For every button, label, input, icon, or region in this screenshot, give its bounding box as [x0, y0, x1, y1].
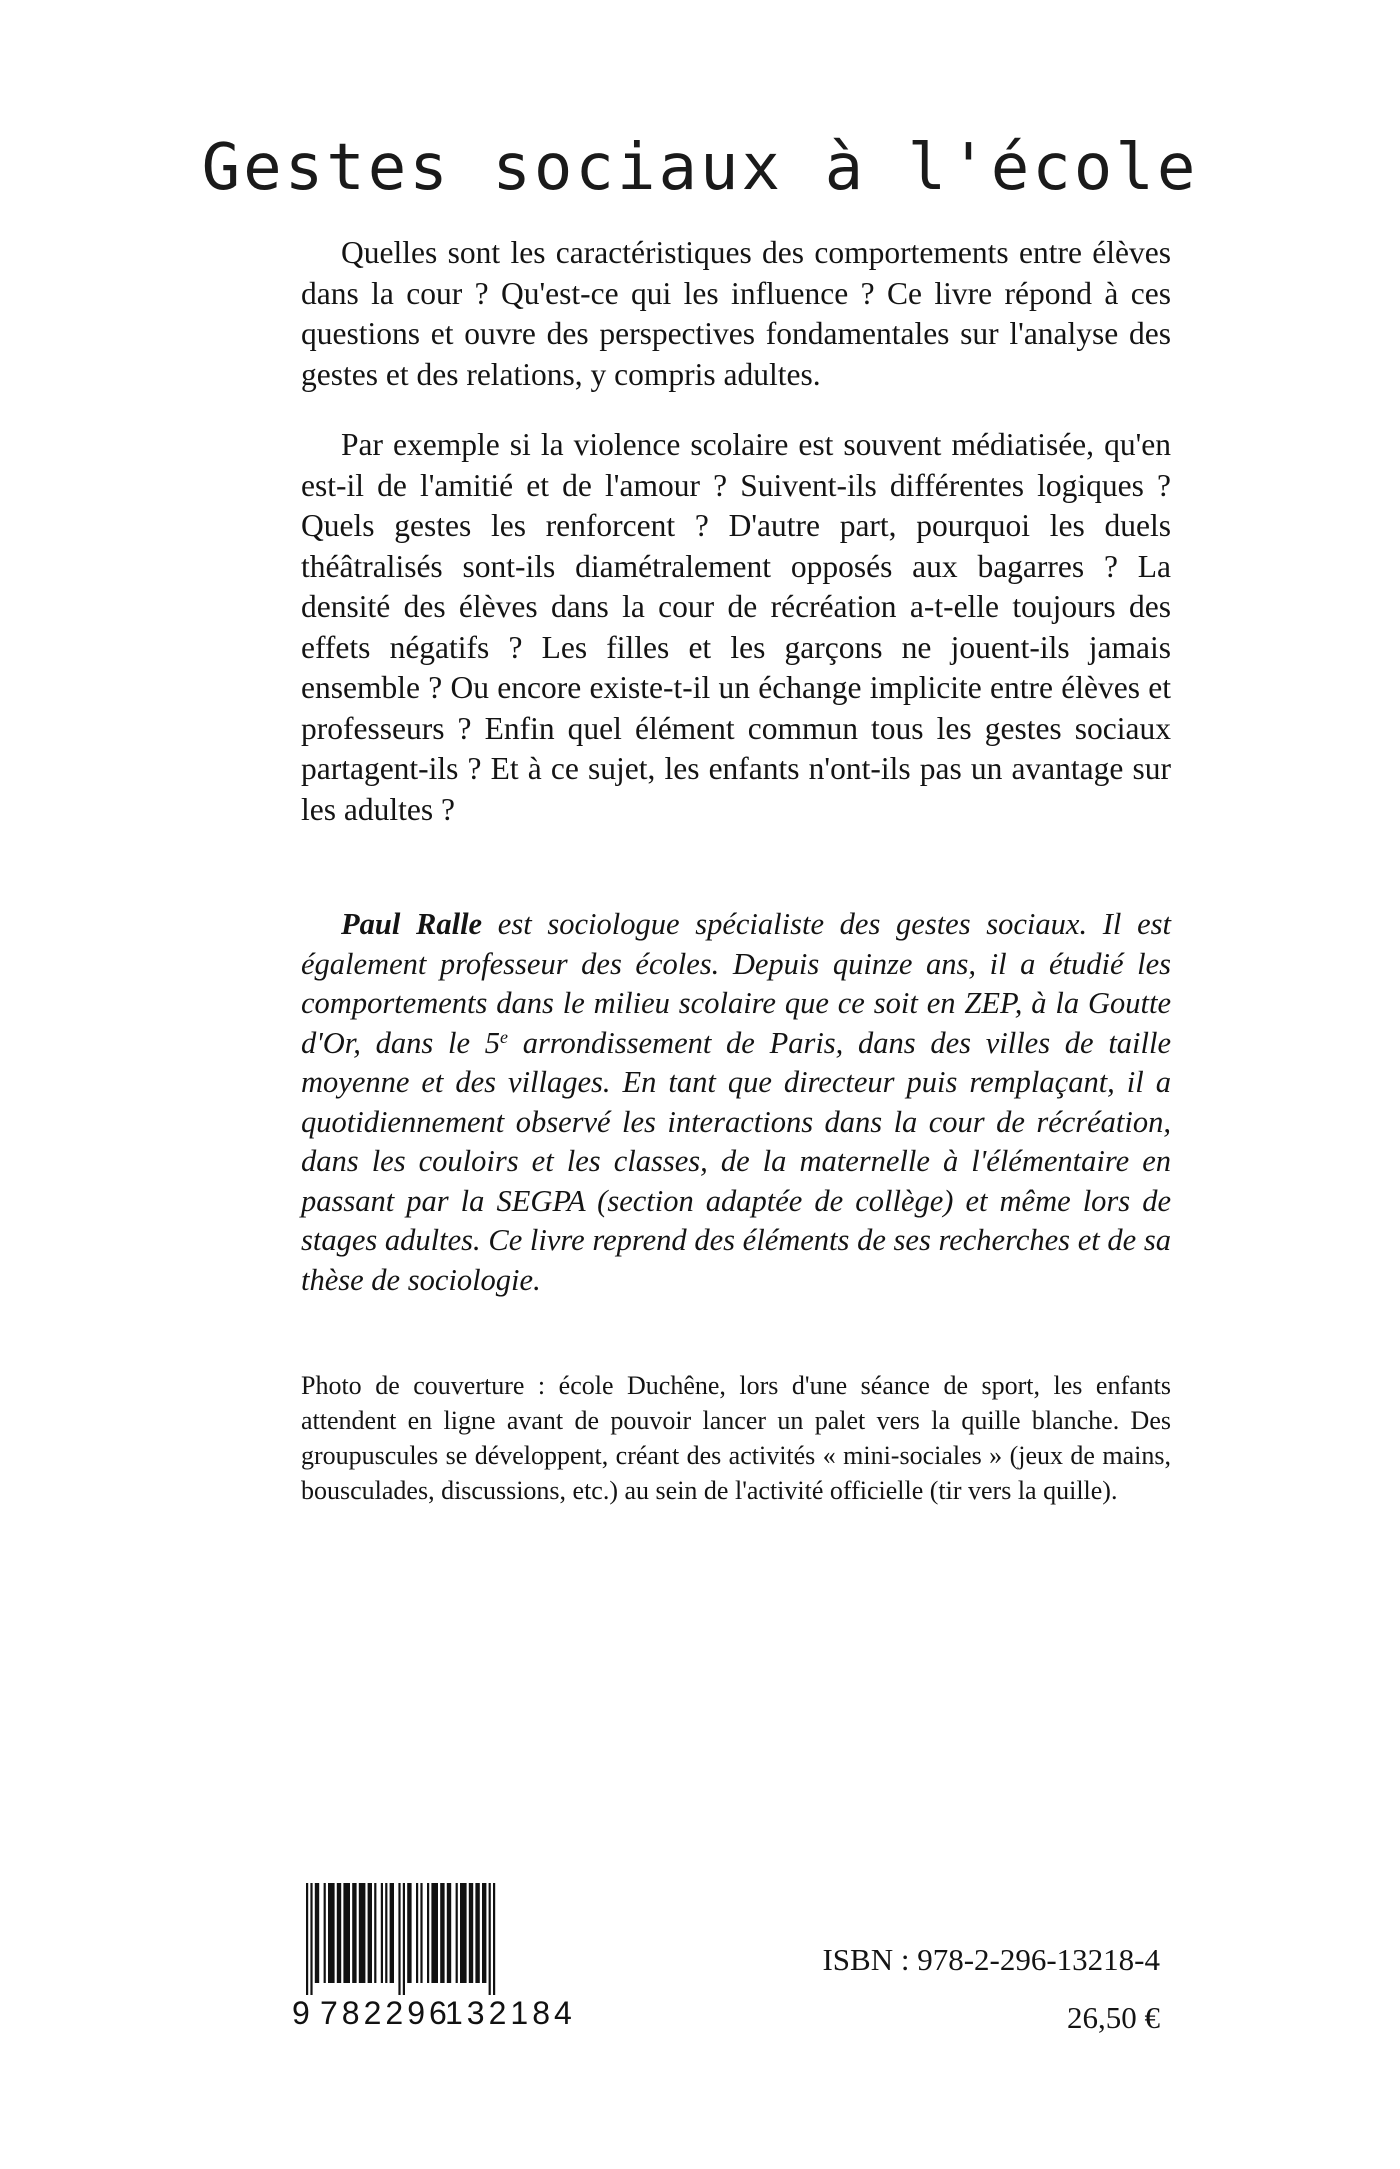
- barcode-group-1: 782296: [320, 1995, 451, 2031]
- barcode-bar: [456, 1883, 458, 1983]
- author-bio: [301, 905, 1171, 1300]
- barcode-bar: [403, 1883, 405, 1995]
- barcode-bar: [440, 1883, 444, 1983]
- barcode-bar: [310, 1883, 312, 1995]
- barcode-bar: [306, 1883, 308, 1995]
- book-title: Gestes sociaux à l'école: [201, 130, 1199, 205]
- barcode-bar: [416, 1883, 418, 1983]
- author-bio-text-2: arrondissement de Paris, dans des villes de taille moyenne et des villages. En tant que directeur puis remplaçant, il a quotidiennement observé les interactions dans la cour de récréation, dans les couloirs et les classes, de la maternelle à l'élémentaire en passant par la SEGPA (section adaptée de collège) et même lors de stages adultes. Ce livre reprend des éléments de ses recherches et de sa thèse de sociologie.: [301, 1025, 1172, 1297]
- barcode-bar: [381, 1883, 383, 1983]
- price: 26,50 €: [1067, 2000, 1160, 2035]
- barcode-bar: [407, 1883, 411, 1983]
- barcode-bar: [475, 1883, 479, 1983]
- barcode-bar: [482, 1883, 486, 1983]
- barcode-bar: [337, 1883, 341, 1983]
- barcode-bar: [431, 1883, 438, 1983]
- author-bio-text-1: est sociologue spécialiste des gestes sociaux. Il est également professeur des écoles. Depuis quinze ans, il a étudié les comportements dans le milieu scolaire que ce soit en ZEP, à la Goutte d'Or, dans le 5: [301, 907, 1171, 1060]
- barcode-bar: [368, 1883, 372, 1983]
- barcode-bar: [352, 1883, 356, 1983]
- barcode-bar: [489, 1883, 491, 1995]
- barcode-bar: [343, 1883, 350, 1983]
- barcode-bar: [328, 1883, 335, 1983]
- author-name: Paul Ralle: [341, 907, 483, 941]
- barcode-bar: [493, 1883, 495, 1995]
- author-bio-superscript: e: [499, 1026, 508, 1047]
- barcode-group-2: 132184: [445, 1995, 576, 2031]
- barcode-first-digit: 9: [292, 1995, 310, 2031]
- questions-paragraph: Par exemple si la violence scolaire est souvent médiatisée, qu'en est-il de l'amitié et de l'amour ? Suivent-ils différentes logiques ? Quels gestes les renforcent ? D'autre part, pourquoi les duels théâtralisés sont-ils diamétralement opposés aux bagarres ? La densité des élèves dans la cour de récréation a-t-elle toujours des effets négatifs ? Les filles et les garçons ne jouent-ils jamais ensemble ? Ou encore existe-t-il un échange implicite entre élèves et professeurs ? Enfin quel élément commun tous les gestes sociaux partagent-ils ? Et à ce sujet, les enfants n'ont-ils pas un avantage sur les adultes ?: [301, 427, 1171, 827]
- barcode-bars: [298, 1883, 568, 1995]
- barcode-bar: [324, 1883, 326, 1983]
- barcode-bar: [374, 1883, 376, 1983]
- barcode-bar: [315, 1883, 319, 1983]
- barcode-bar: [460, 1883, 467, 1983]
- barcode-bar: [390, 1883, 394, 1983]
- barcode-bar: [420, 1883, 422, 1983]
- barcode-bar: [447, 1883, 451, 1983]
- isbn: ISBN : 978-2-296-13218-4: [822, 1942, 1160, 1977]
- barcode: [298, 1883, 568, 1995]
- barcode-bar: [427, 1883, 429, 1983]
- barcode-bar: [469, 1883, 473, 1983]
- intro-paragraph: Quelles sont les caractéristiques des comportements entre élèves dans la cour ? Qu'est-ce qui les influence ? Ce livre répond à ces questions et ouvre des perspectives fondamentales sur l'analyse des gestes et des relations, y compris adultes.: [301, 235, 1171, 392]
- barcode-digits: [292, 1995, 577, 2031]
- photo-caption: Photo de couverture : école Duchêne, lors d'une séance de sport, les enfants attendent en ligne avant de pouvoir lancer un palet vers la quille blanche. Des groupuscules se développent, créant des activités « mini-sociales » (jeux de mains, bousculades, discussions, etc.) au sein de l'activité officielle (tir vers la quille).: [301, 1371, 1171, 1505]
- barcode-bar: [398, 1883, 400, 1995]
- barcode-bar: [385, 1883, 387, 1983]
- barcode-bar: [359, 1883, 366, 1983]
